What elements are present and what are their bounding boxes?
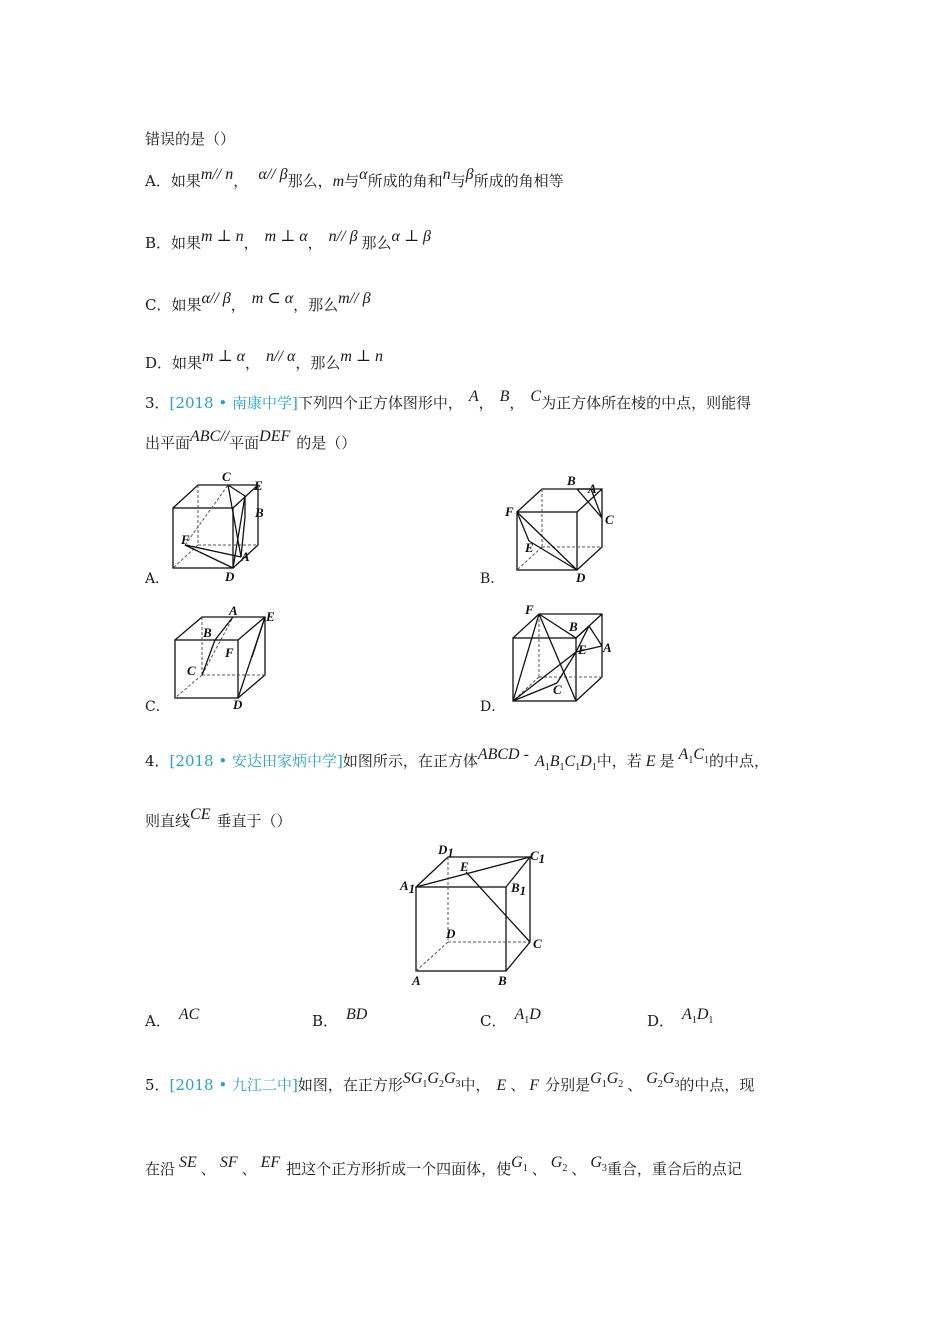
label-d: D <box>225 569 235 584</box>
label-e: E <box>460 859 469 874</box>
label-d: D <box>576 570 586 585</box>
label-c1: C1 <box>530 848 546 866</box>
q3-option-b: B． <box>480 571 505 587</box>
label-d: D <box>233 697 243 712</box>
q5-source-tag: [2018 • 九江二中] <box>169 1076 298 1094</box>
label-d: D <box>446 926 456 941</box>
label-d1: D1 <box>438 842 454 860</box>
q3-stem-line2: 出平面ABC//平面DEF 的是（） <box>145 428 357 452</box>
label-f: F <box>181 532 190 547</box>
q2-option-b: B．如果m ⊥ n， m ⊥ α， n// β 那么α ⊥ β <box>145 228 431 252</box>
label-e: E <box>266 609 275 624</box>
q3-figure-a <box>165 465 275 584</box>
label-b: B <box>203 625 212 640</box>
label-a: A <box>229 603 238 618</box>
label-c: C <box>222 469 231 484</box>
q2-option-c: C．如果α// β， m ⊂ α，那么m// β <box>145 290 371 314</box>
label-e: E <box>525 540 534 555</box>
label-c: C <box>553 682 562 697</box>
label-e: E <box>578 642 587 657</box>
label-c: C <box>533 936 542 951</box>
q5-stem-line2: 在沿 SE 、 SF 、 EF 把这个正方形折成一个四面体，使$G_1$ 、 $G_2$ 、 $G_3$重合，重合后的点记 <box>145 1154 742 1178</box>
q4-option-d: D． $A_1D_1$ <box>647 1006 714 1030</box>
label-b: B <box>498 973 507 988</box>
q4-stem-line2: 则直线CE 垂直于（） <box>145 806 292 830</box>
label-b: B <box>255 505 264 520</box>
q4-option-b: B． BD <box>312 1006 368 1030</box>
label-c: C <box>605 512 614 527</box>
label-c: C <box>187 663 196 678</box>
label-f: F <box>525 602 534 617</box>
q3-option-a: A． <box>145 571 170 587</box>
label-b: B <box>569 619 578 634</box>
q3-option-c: C． <box>145 699 170 715</box>
label-a: A <box>241 549 250 564</box>
q4-source-tag: [2018 • 安达田家炳中学] <box>169 752 343 770</box>
q3-stem-line1: 3．[2018 • 南康中学]下列四个正方体图形中， A， B， C为正方体所在棱的中点，则能得 <box>145 388 752 412</box>
label-b: B <box>567 473 576 488</box>
q3-figure-b <box>505 472 620 585</box>
label-f: F <box>505 504 514 519</box>
q2-option-a: A．如果m// n， α// β那么，m与α所成的角和n与β所成的角相等 <box>145 166 564 190</box>
label-e: E <box>254 478 263 493</box>
label-a: A <box>588 481 597 496</box>
q3-source-tag: [2018 • 南康中学] <box>169 394 298 412</box>
label-a: A <box>603 640 612 655</box>
q3-option-d: D． <box>480 699 506 715</box>
q4-option-a: A． AC <box>145 1006 200 1030</box>
q5-stem-line1: 5．[2018 • 九江二中]如图，在正方形$SG_1G_2G_3$中， E 、 F 分别是$G_1G_2$ 、 $G_2G_3$的中点，现 <box>145 1070 755 1094</box>
q4-stem-line1: 4．[2018 • 安达田家炳中学]如图所示，在正方体ABCD - $A_1B_1C_1D_1$中，若 E 是 $A_1C_1$的中点， <box>145 746 770 773</box>
label-a: A <box>412 973 421 988</box>
q2-option-d: D．如果m ⊥ α， n// α，那么m ⊥ n <box>145 348 383 372</box>
q2-stem-tail: 错误的是（） <box>145 130 236 148</box>
q4-option-c: C． $A_1D$ <box>480 1006 541 1030</box>
label-f: F <box>225 645 234 660</box>
q3-figure-d <box>505 600 625 710</box>
q3-figure-c <box>165 605 285 710</box>
label-b1: B1 <box>511 880 527 898</box>
label-a1: A1 <box>400 878 416 896</box>
q4-cube-figure <box>398 840 558 990</box>
